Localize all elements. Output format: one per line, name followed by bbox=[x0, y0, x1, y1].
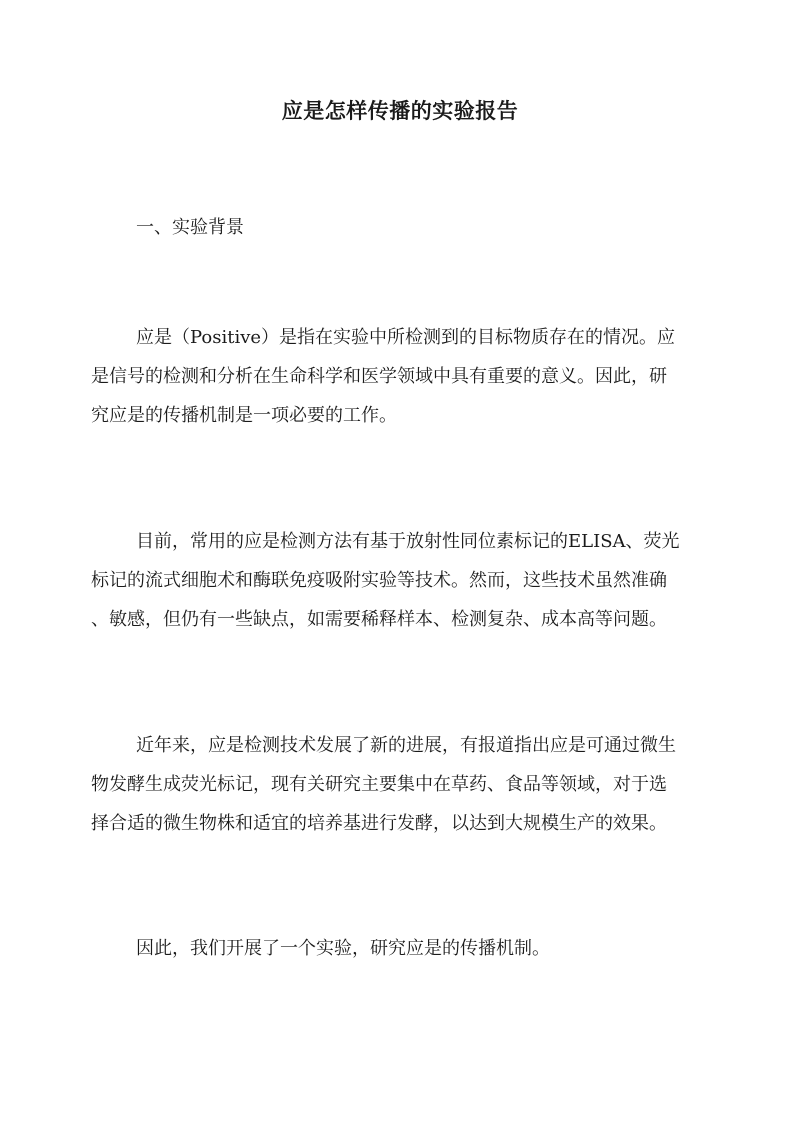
paragraph-line: 物发酵生成荧光标记，现有关研究主要集中在草药、食品等领域，对于选 bbox=[91, 774, 667, 795]
paragraph-line: 标记的流式细胞术和酶联免疫吸附实验等技术。然而，这些技术虽然准确 bbox=[91, 570, 667, 591]
paragraph-line: 是信号的检测和分析在生命科学和医学领域中具有重要的意义。因此，研 bbox=[91, 366, 667, 387]
paragraph-definition bbox=[91, 318, 711, 435]
document-title: 应是怎样传播的实验报告 bbox=[281, 98, 519, 123]
paragraph-line: 因此，我们开展了一个实验，研究应是的传播机制。 bbox=[136, 938, 550, 959]
paragraph-line: 目前，常用的应是检测方法有基于放射性同位素标记的ELISA、荧光 bbox=[136, 531, 680, 552]
paragraph-current-methods bbox=[91, 522, 711, 639]
paragraph-recent-progress bbox=[91, 726, 711, 843]
section-heading-background: 一、实验背景 bbox=[136, 217, 244, 238]
paragraph-line: 究应是的传播机制是一项必要的工作。 bbox=[91, 405, 397, 426]
paragraph-line: 择合适的微生物株和适宜的培养基进行发酵，以达到大规模生产的效果。 bbox=[91, 813, 667, 834]
paragraph-line: 、敏感，但仍有一些缺点，如需要稀释样本、检测复杂、成本高等问题。 bbox=[91, 609, 667, 630]
paragraph-conclusion bbox=[91, 929, 711, 968]
paragraph-line: 近年来，应是检测技术发展了新的进展，有报道指出应是可通过微生 bbox=[136, 735, 676, 756]
paragraph-line: 应是（Positive）是指在实验中所检测到的目标物质存在的情况。应 bbox=[136, 327, 676, 348]
